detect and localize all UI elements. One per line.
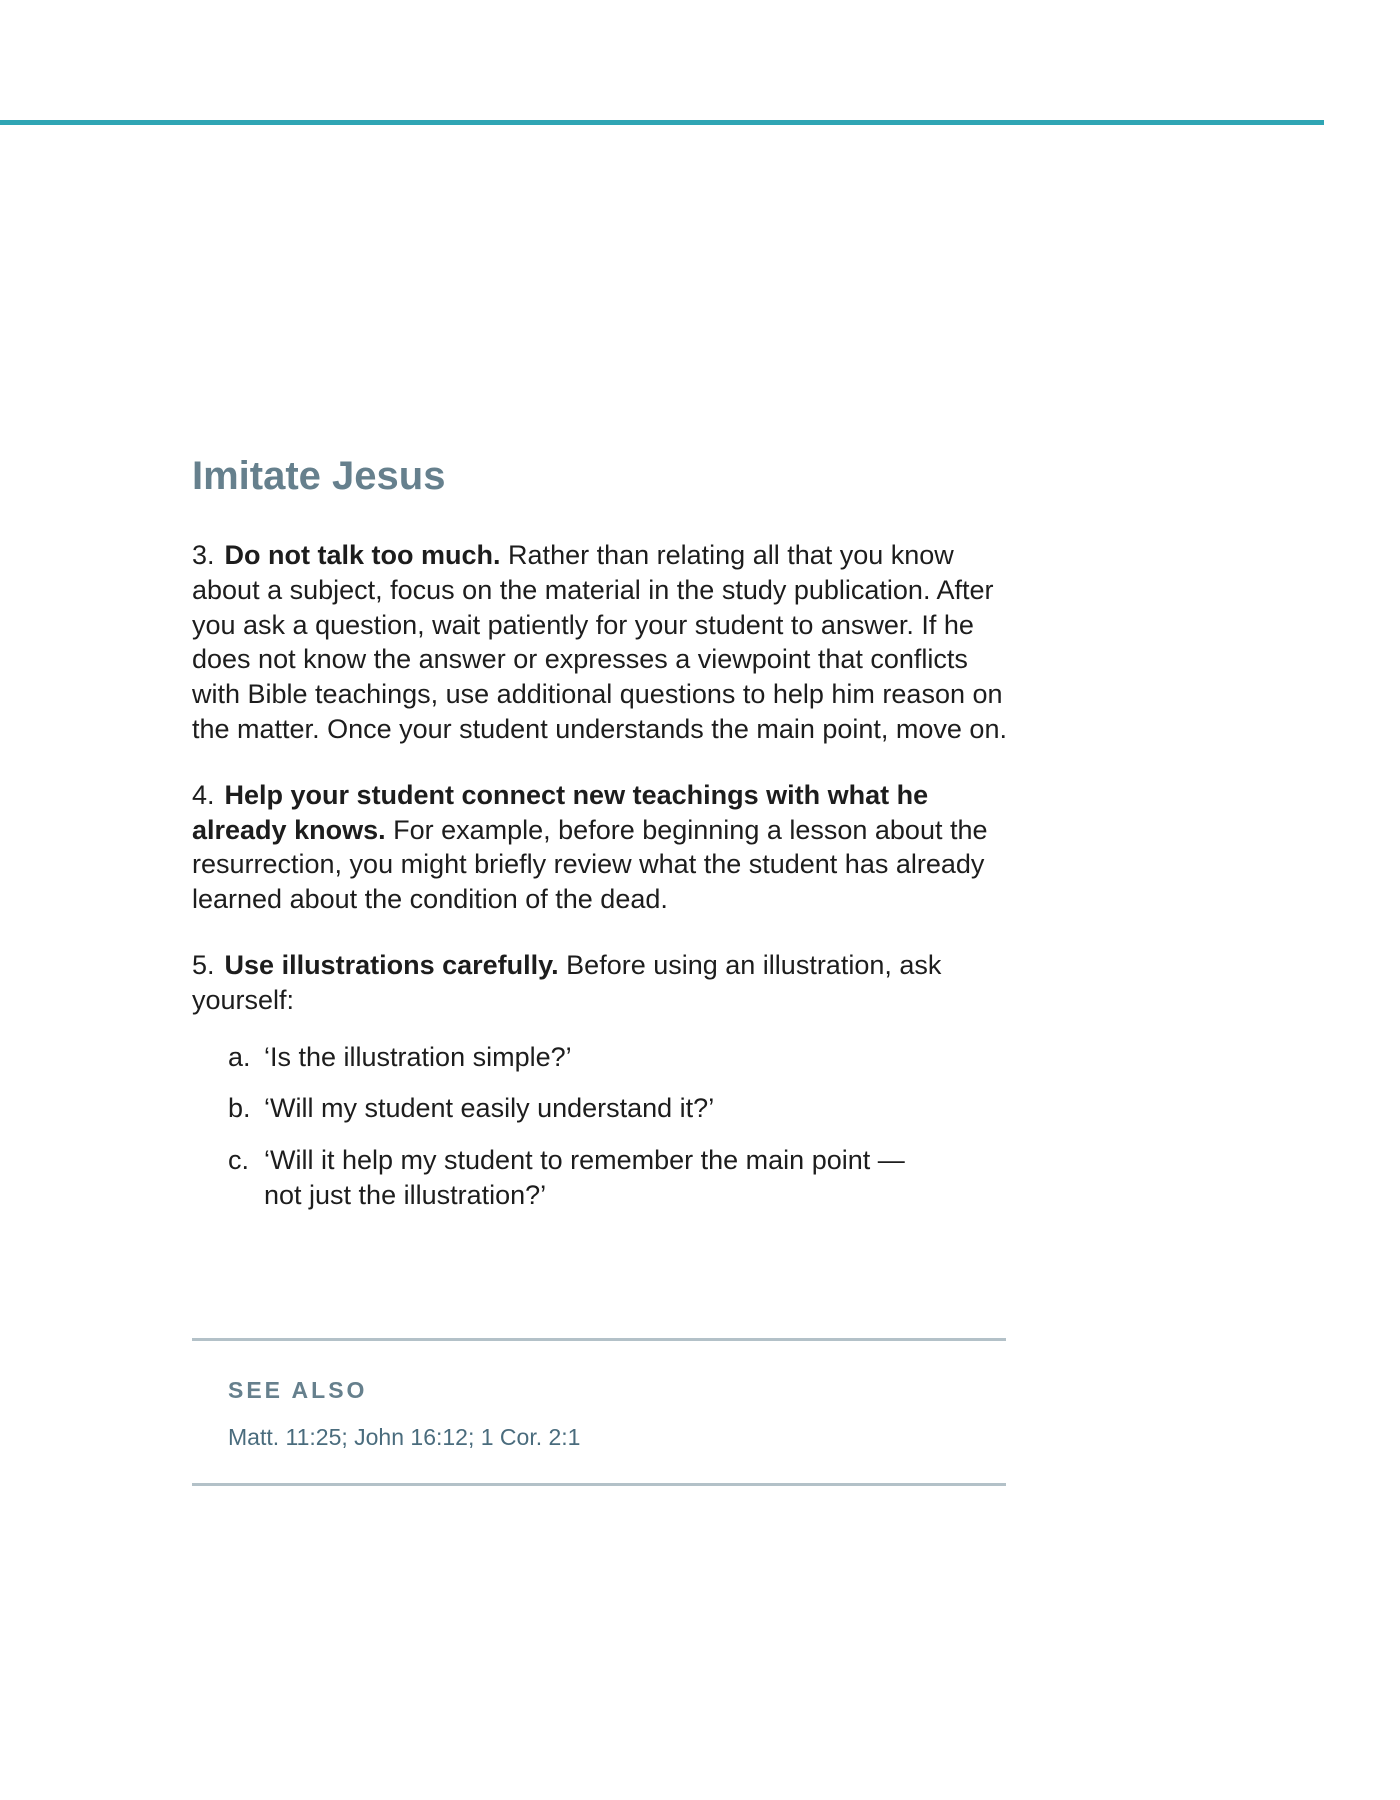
point-body: For example, before beginning a lesson about the resurrection, you might briefly review what the student has already learned about the condition of the dead. [192,814,988,915]
list-item [228,1143,1022,1213]
point-4 [192,778,1022,917]
main-content [192,452,1022,1230]
section-heading: Imitate Jesus [192,454,446,498]
point-5 [192,948,1022,1018]
see-also-title: SEE ALSO [228,1377,368,1403]
point-3 [192,538,1022,747]
list-item-letter: b. [228,1093,251,1124]
list-item [228,1040,1022,1075]
point-title: Use illustrations carefully. [224,949,559,980]
list-item [228,1091,1022,1126]
list-item-letter: c. [228,1145,250,1176]
top-accent-rule [0,120,1324,125]
see-also-references[interactable]: Matt. 11:25; John 16:12; 1 Cor. 2:1 [228,1424,581,1450]
point-number: 4. [192,779,215,810]
point-number: 3. [192,540,215,570]
see-also-box [192,1338,1006,1486]
list-item-text: ‘Is the illustration simple?’ [264,1041,572,1072]
point-body: Rather than relating all that you know about a subject, focus on the material in the study publication. After you ask a question, wait patiently for your student to answer. If he does not know the answer or expresses a viewpoint that conflicts with Bible teachings, use additional questions to help him reason on the matter. Once your student understands the main point, move on. [192,540,1007,744]
point-title: Do not talk too much. [224,540,501,570]
point-body: Before using an illustration, ask yourself: [192,949,942,1015]
list-item-text: ‘Will my student easily understand it?’ [264,1093,715,1124]
point-number: 5. [192,949,215,980]
point-title: Help your student connect new teachings with what he already knows. [192,779,929,845]
list-item-text: ‘Will it help my student to remember the main point —not just the illustration?’ [264,1145,905,1210]
list-item-letter: a. [228,1041,251,1072]
illustration-questions-list [192,1040,1022,1213]
